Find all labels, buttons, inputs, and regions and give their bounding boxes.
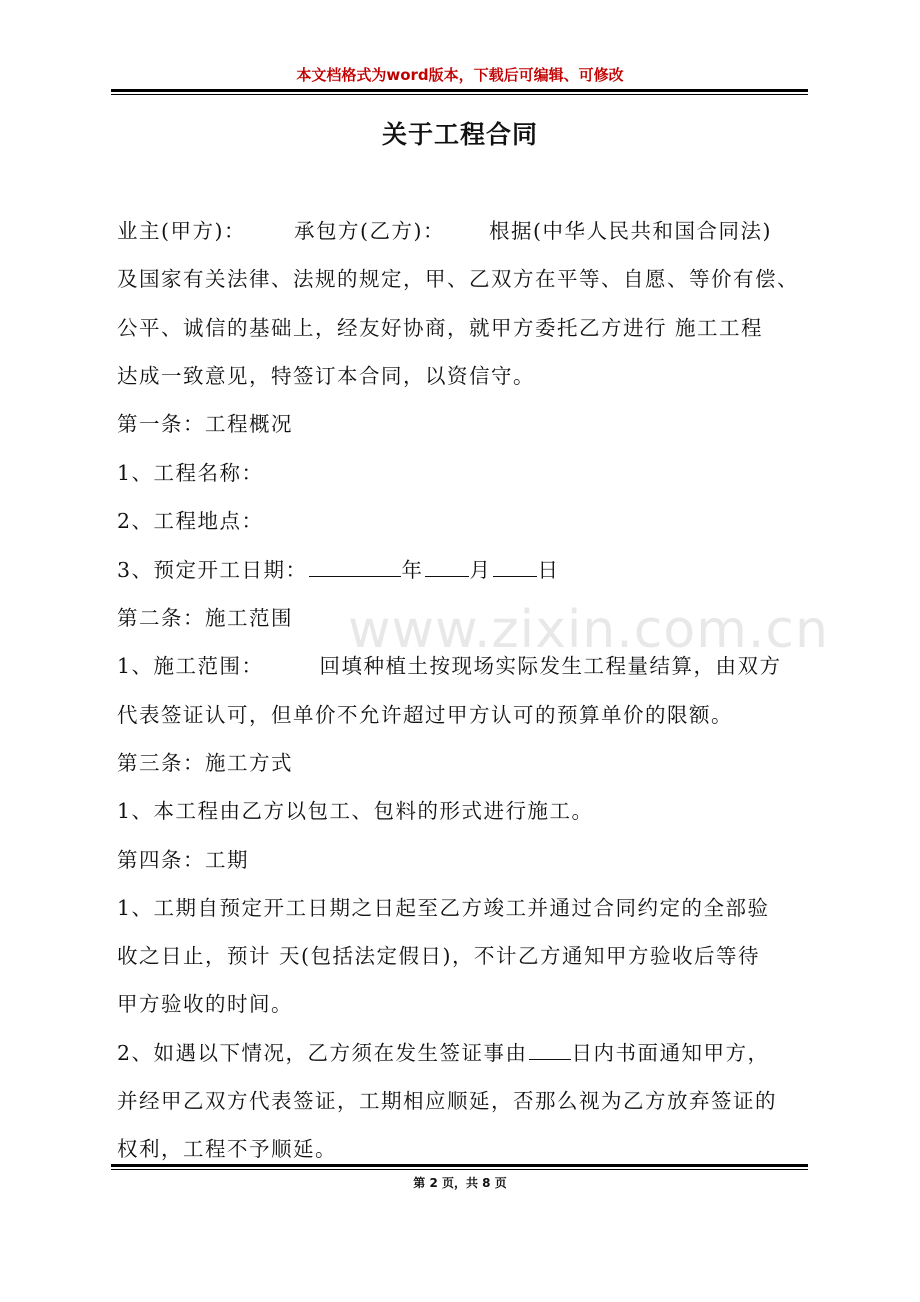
article-2-heading: 第二条：施工范围: [117, 606, 293, 630]
intro-line-3: 公平、诚信的基础上，经友好协商，就甲方委托乙方进行 施工工程: [117, 316, 764, 340]
construction-scope-label: 1、施工范围：: [117, 654, 264, 678]
site-watermark: www.zixin.com.cn: [348, 600, 829, 660]
document-title: 关于工程合同: [381, 120, 538, 149]
month-label: 月: [469, 558, 492, 582]
day-blank: [493, 556, 537, 577]
extension-item-line-2: 并经甲乙双方代表签证，工期相应顺延，否那么视为乙方放弃签证的: [117, 1089, 777, 1113]
duration-item-line-2: 收之日止，预计 天(包括法定假日)，不计乙方通知甲方验收后等待: [117, 944, 761, 968]
project-location-item: 2、工程地点：: [117, 509, 264, 533]
start-date-label: 3、预定开工日期：: [117, 558, 308, 582]
duration-item-line-3: 甲方验收的时间。: [117, 992, 293, 1016]
year-blank: [309, 556, 401, 577]
month-blank: [425, 556, 469, 577]
extension-item-line-3: 权利，工程不予顺延。: [117, 1137, 337, 1161]
article-1-heading: 第一条：工程概况: [117, 412, 293, 436]
year-label: 年: [401, 558, 424, 582]
days-blank: [529, 1039, 571, 1060]
construction-scope-continued: 代表签证认可，但单价不允许超过甲方认可的预算单价的限额。: [117, 703, 733, 727]
extension-item-line-1: [117, 1038, 817, 1068]
intro-basis-text: 根据(中华人民共和国合同法): [489, 219, 772, 243]
duration-item-line-1: 1、工期自预定开工日期之日起至乙方竣工并通过合同约定的全部验: [117, 896, 770, 920]
intro-line-4: 达成一致意见，特签订本合同，以资信守。: [117, 364, 535, 388]
contractor-label: 承包方(乙方)：: [294, 219, 445, 243]
page-number: 第 2 页，共 8 页: [413, 1176, 507, 1190]
construction-scope-text: 回填种植土按现场实际发生工程量结算，由双方: [319, 654, 782, 678]
start-date-item: [117, 555, 817, 585]
extension-text-b: 日内书面通知甲方，: [571, 1041, 770, 1065]
document-format-notice: 本文档格式为word版本，下载后可编辑、可修改: [296, 66, 624, 84]
footer-rule: [111, 1164, 808, 1170]
intro-line-1: [117, 216, 817, 246]
construction-method-item: 1、本工程由乙方以包工、包料的形式进行施工。: [117, 799, 594, 823]
article-4-heading: 第四条：工期: [117, 848, 249, 872]
article-3-heading: 第三条：施工方式: [117, 751, 293, 775]
intro-line-2: 及国家有关法律、法规的规定，甲、乙双方在平等、自愿、等价有偿、: [117, 267, 799, 291]
header-rule: [111, 89, 808, 95]
owner-label: 业主(甲方)：: [117, 219, 246, 243]
extension-text-a: 2、如遇以下情况，乙方须在发生签证事由: [117, 1041, 528, 1065]
project-name-item: 1、工程名称：: [117, 461, 264, 485]
day-label: 日: [537, 558, 560, 582]
